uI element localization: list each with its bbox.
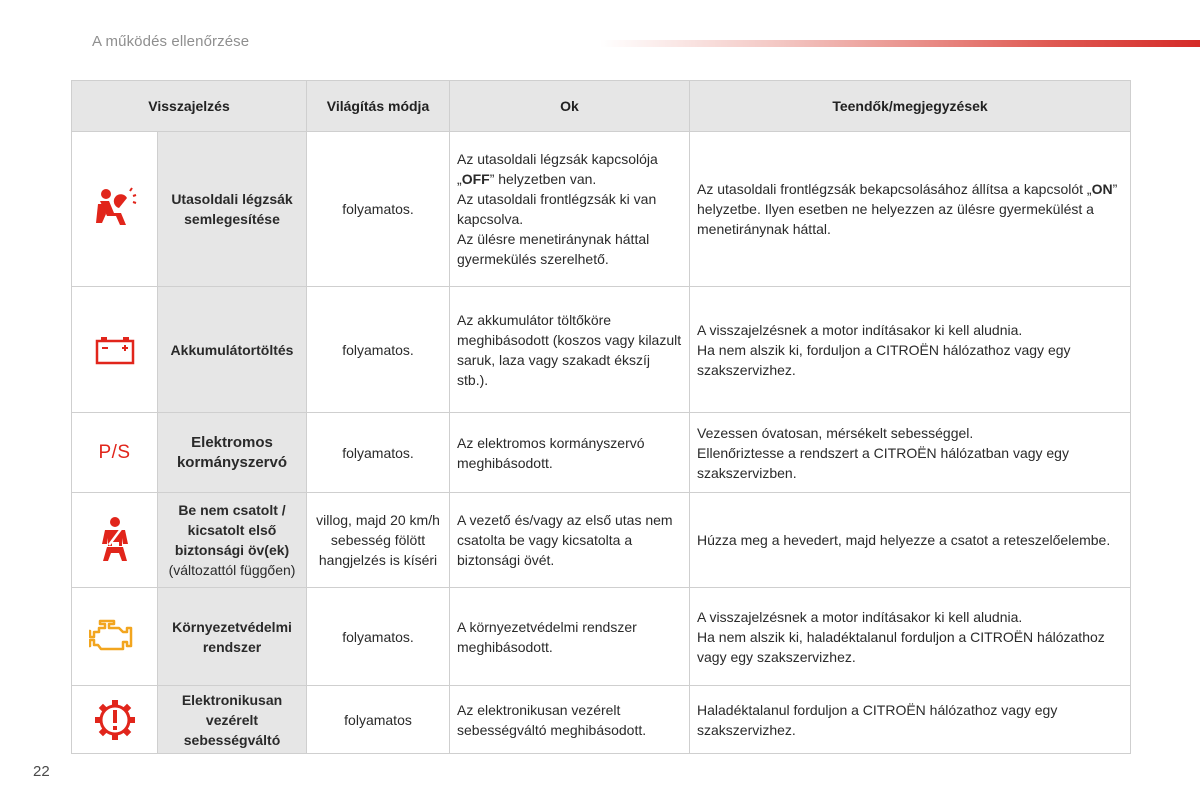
cause-line: Az utasoldali légzsák kapcsolója [457, 151, 658, 167]
cause-text [450, 132, 690, 287]
indicator-name [158, 493, 307, 588]
indicator-name: Környezetvédelmi rendszer [158, 588, 307, 686]
column-header-actions: Teendők/megjegyzések [690, 81, 1131, 132]
table-row [72, 686, 1131, 754]
cause-text: A környezetvédelmi rendszer meghibásodott. [450, 588, 690, 686]
cause-line: Az ülésre menetiránynak háttal gyermekülés szerelhető. [457, 231, 650, 267]
table-row [72, 588, 1131, 686]
lighting-mode: villog, majd 20 km/h sebesség fölött hangjelzés is kíséri [307, 493, 450, 588]
header-accent-bar [600, 40, 1200, 47]
cause-text: Az elektromos kormányszervó meghibásodott. [450, 413, 690, 493]
action-text: Haladéktalanul forduljon a CITROËN hálózathoz vagy egy szakszervizhez. [690, 686, 1131, 754]
battery-warning-icon [95, 335, 135, 365]
indicator-name: Utasoldali légzsák semlegesítése [158, 132, 307, 287]
icon-cell [72, 287, 158, 413]
action-line: A visszajelzésnek a motor indításakor ki kell aludnia. [697, 608, 1023, 625]
indicator-name: Elektromos kormányszervó [158, 413, 307, 493]
action-text [690, 287, 1131, 413]
warning-lights-table [71, 80, 1131, 754]
icon-cell [72, 686, 158, 754]
engine-check-icon [89, 619, 141, 655]
indicator-name-text: Be nem csatolt / kicsatolt első biztonsági öv(ek) [174, 502, 290, 558]
lighting-mode: folyamatos. [307, 413, 450, 493]
page-header-title: A működés ellenőrzése [92, 33, 250, 50]
power-steering-icon: P/S [98, 441, 131, 463]
table-row [72, 287, 1131, 413]
indicator-name: Akkumulátortöltés [158, 287, 307, 413]
cause-text: Az elektronikusan vezérelt sebességváltó meghibásodott. [450, 686, 690, 754]
column-header-indicator: Visszajelzés [72, 81, 307, 132]
table-row [72, 493, 1131, 588]
action-text [690, 588, 1131, 686]
icon-cell [72, 132, 158, 287]
table-row [72, 413, 1131, 493]
lighting-mode: folyamatos [307, 686, 450, 754]
action-text [690, 413, 1131, 493]
action-line: Ellenőriztesse a rendszert a CITROËN hálózatban vagy egy szakszervizben. [697, 444, 1069, 481]
cause-line: Az utasoldali frontlégzsák ki van kapcsolva. [457, 191, 657, 227]
action-line: A visszajelzésnek a motor indításakor ki kell aludnia. [697, 321, 1023, 338]
column-header-lighting-mode: Világítás módja [307, 81, 450, 132]
action-text: Húzza meg a hevedert, majd helyezze a csatot a reteszelőelembe. [690, 493, 1131, 588]
action-line: Ha nem alszik ki, haladéktalanul forduljon a CITROËN hálózathoz vagy egy szakszervizhez. [697, 628, 1105, 665]
table-header-row [72, 81, 1131, 132]
action-line: Vezessen óvatosan, mérsékelt sebességgel. [697, 424, 974, 441]
icon-cell [72, 493, 158, 588]
lighting-mode: folyamatos. [307, 132, 450, 287]
icon-cell [72, 588, 158, 686]
indicator-name-note: (változattól függően) [168, 562, 296, 578]
cause-text: A vezető és/vagy az első utas nem csatolta be vagy kicsatolta a biztonsági övét. [450, 493, 690, 588]
indicator-name: Elektronikusan vezérelt sebességváltó [158, 686, 307, 754]
page-number: 22 [33, 763, 50, 780]
seatbelt-warning-icon [97, 516, 133, 564]
lighting-mode: folyamatos. [307, 588, 450, 686]
lighting-mode: folyamatos. [307, 287, 450, 413]
airbag-warning-icon [93, 187, 137, 231]
cause-line: „OFF” helyzetben van. [457, 171, 597, 187]
action-text: Az utasoldali frontlégzsák bekapcsolásához állítsa a kapcsolót „ON” helyzetbe. Ilyen esetben ne helyezzen az ülésre gyermekülést a menetiránynak háttal. [690, 132, 1131, 287]
cause-text: Az akkumulátor töltőköre meghibásodott (koszos vagy kilazult saruk, laza vagy szakadt ékszíj stb.). [450, 287, 690, 413]
icon-cell [72, 413, 158, 493]
table-row [72, 132, 1131, 287]
column-header-cause: Ok [450, 81, 690, 132]
action-line: Ha nem alszik ki, forduljon a CITROËN hálózathoz vagy egy szakszervizhez. [697, 341, 1071, 378]
gearbox-warning-icon [94, 699, 136, 741]
